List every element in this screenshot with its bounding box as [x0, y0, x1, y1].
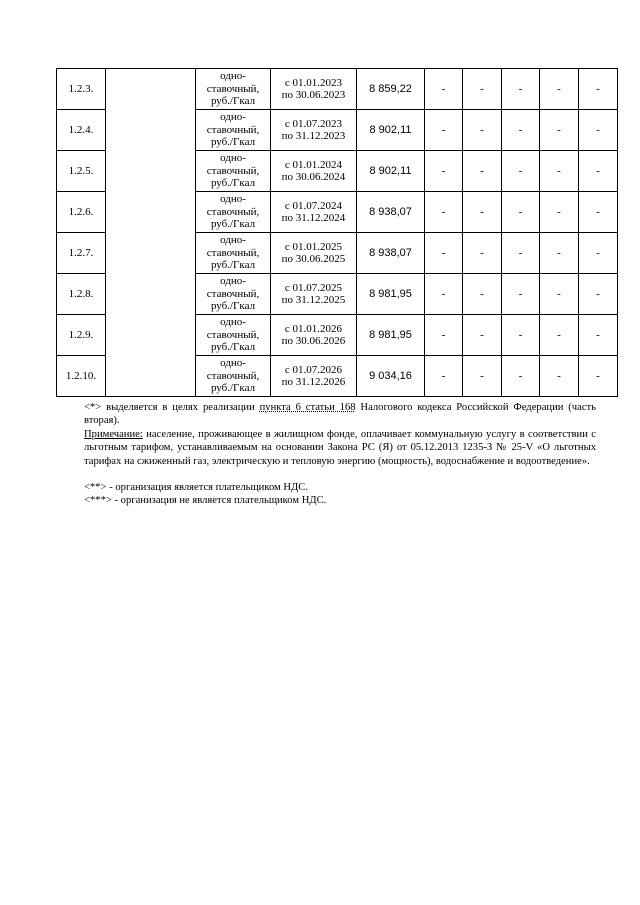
tariff-period-line: по 31.12.2023 [281, 130, 346, 142]
empty-value-cell: - [579, 151, 618, 192]
tariff-unit-line: руб./Гкал [210, 95, 256, 108]
empty-value-cell: - [425, 192, 463, 233]
tariff-value: 8 859,22 [357, 69, 425, 110]
empty-value-cell: - [540, 69, 579, 110]
remark [84, 428, 596, 468]
tariff-period [271, 69, 357, 110]
footnote-text-after: Налогового кодекса Российской Федерации (часть вторая). [84, 402, 596, 427]
tariff-period-line: по 30.06.2025 [281, 253, 346, 265]
tariff-unit-line: ставочный, [206, 205, 260, 218]
tariff-period [271, 233, 357, 274]
tariff-unit-line: руб./Гкал [210, 177, 256, 190]
empty-value-cell: - [463, 233, 502, 274]
footnote-text-before: выделяется в целях реализации [101, 402, 260, 413]
tariff-unit-line: одно- [220, 357, 246, 370]
empty-value-cell: - [502, 274, 540, 315]
tariff-period-line: по 30.06.2026 [281, 335, 346, 347]
tariff-unit-line: ставочный, [206, 328, 260, 341]
tariff-table [56, 68, 618, 397]
tariff-unit-line: одно- [220, 275, 246, 288]
empty-value-cell: - [579, 274, 618, 315]
tariff-unit [196, 151, 271, 192]
empty-value-cell: - [579, 233, 618, 274]
tariff-period [271, 151, 357, 192]
empty-value-cell: - [540, 151, 579, 192]
tariff-period [271, 356, 357, 397]
empty-value-cell: - [502, 192, 540, 233]
empty-value-cell: - [540, 356, 579, 397]
empty-value-cell: - [540, 315, 579, 356]
tariff-value: 8 902,11 [357, 151, 425, 192]
footnote-vat-purpose [84, 401, 596, 428]
row-number: 1.2.8. [57, 274, 106, 315]
empty-value-cell: - [502, 356, 540, 397]
tariff-unit-line: одно- [220, 316, 246, 329]
empty-value-cell: - [425, 110, 463, 151]
tariff-value: 9 034,16 [357, 356, 425, 397]
vat-payer-note: <**> - организация является плательщиком НДС. [84, 482, 308, 494]
tariff-period-line: по 31.12.2024 [281, 212, 346, 224]
tariff-value: 8 981,95 [357, 315, 425, 356]
empty-value-cell: - [425, 356, 463, 397]
tariff-unit-line: ставочный, [206, 246, 260, 259]
notes-block [84, 401, 596, 508]
footnote-mark: <*> [84, 402, 102, 413]
tariff-period [271, 110, 357, 151]
row-number: 1.2.6. [57, 192, 106, 233]
empty-value-cell: - [425, 69, 463, 110]
empty-value-cell: - [425, 151, 463, 192]
empty-value-cell: - [579, 192, 618, 233]
empty-value-cell: - [502, 233, 540, 274]
empty-value-cell: - [540, 192, 579, 233]
empty-value-cell: - [502, 110, 540, 151]
tariff-unit-line: одно- [220, 234, 246, 247]
empty-value-cell: - [579, 69, 618, 110]
empty-value-cell: - [502, 315, 540, 356]
tariff-unit-line: одно- [220, 70, 246, 83]
row-number: 1.2.9. [57, 315, 106, 356]
tariff-period [271, 192, 357, 233]
merged-empty-cell [106, 69, 196, 397]
row-number: 1.2.10. [57, 356, 106, 397]
empty-value-cell: - [463, 110, 502, 151]
vat-nonpayer-note: <***> - организация не является плательщиком НДС. [84, 495, 327, 507]
tariff-unit-line: ставочный, [206, 287, 260, 300]
empty-value-cell: - [579, 356, 618, 397]
tariff-period-line: с 01.01.2023 [284, 76, 343, 89]
tariff-period-line: по 30.06.2023 [281, 89, 346, 101]
empty-value-cell: - [540, 274, 579, 315]
tariff-period-line: с 01.01.2025 [284, 240, 343, 253]
empty-value-cell: - [425, 315, 463, 356]
tariff-period [271, 315, 357, 356]
tariff-unit-line: руб./Гкал [210, 341, 256, 354]
remark-text: население, проживающее в жилищном фонде, оплачивает коммунальную услугу в соответствии с льготным тарифом, устанавливаемым на основании Закона РС (Я) от 05.12.2013 1235-З № 25-V «О льготных тарифах на сжиженный газ, электрическую и тепловую энергию (мощность), водоснабжение и водоотведение». [84, 428, 596, 467]
table-row [57, 69, 618, 110]
empty-value-cell: - [463, 192, 502, 233]
tariff-unit-line: ставочный, [206, 369, 260, 382]
tariff-value: 8 938,07 [357, 192, 425, 233]
tariff-period-line: с 01.07.2026 [284, 363, 343, 376]
empty-value-cell: - [463, 315, 502, 356]
tariff-period [271, 274, 357, 315]
tariff-unit-line: руб./Гкал [210, 300, 256, 313]
empty-value-cell: - [463, 356, 502, 397]
row-number: 1.2.5. [57, 151, 106, 192]
tariff-period-line: с 01.07.2023 [284, 117, 343, 130]
tariff-unit-line: руб./Гкал [210, 136, 256, 149]
tariff-period-line: с 01.07.2024 [284, 199, 343, 212]
tariff-value: 8 981,95 [357, 274, 425, 315]
tariff-period-line: по 31.12.2025 [281, 294, 346, 306]
empty-value-cell: - [463, 274, 502, 315]
tariff-unit-line: ставочный, [206, 123, 260, 136]
tariff-table-body [57, 69, 618, 397]
tariff-unit-line: руб./Гкал [210, 259, 256, 272]
empty-value-cell: - [540, 233, 579, 274]
tariff-period-line: по 30.06.2024 [281, 171, 346, 183]
empty-value-cell: - [463, 69, 502, 110]
tariff-unit-line: ставочный, [206, 164, 260, 177]
tariff-unit-line: одно- [220, 152, 246, 165]
tariff-unit-line: одно- [220, 193, 246, 206]
empty-value-cell: - [425, 274, 463, 315]
empty-value-cell: - [579, 315, 618, 356]
tariff-unit [196, 110, 271, 151]
empty-value-cell: - [463, 151, 502, 192]
tariff-value: 8 938,07 [357, 233, 425, 274]
row-number: 1.2.3. [57, 69, 106, 110]
tariff-value: 8 902,11 [357, 110, 425, 151]
tariff-unit [196, 69, 271, 110]
tariff-unit [196, 274, 271, 315]
tariff-unit [196, 233, 271, 274]
tariff-unit-line: руб./Гкал [210, 218, 256, 231]
tariff-period-line: с 01.07.2025 [284, 281, 343, 294]
empty-value-cell: - [502, 69, 540, 110]
tariff-period-line: по 31.12.2026 [281, 376, 346, 388]
tariff-unit [196, 356, 271, 397]
row-number: 1.2.4. [57, 110, 106, 151]
tariff-unit [196, 315, 271, 356]
tariff-unit [196, 192, 271, 233]
empty-value-cell: - [540, 110, 579, 151]
remark-label: Примечание: [84, 428, 143, 440]
tariff-unit-line: одно- [220, 111, 246, 124]
tax-code-link[interactable]: пункта 6 статьи 168 [259, 402, 356, 413]
tariff-period-line: с 01.01.2026 [284, 322, 343, 335]
tariff-unit-line: руб./Гкал [210, 382, 256, 395]
empty-value-cell: - [502, 151, 540, 192]
empty-value-cell: - [579, 110, 618, 151]
tariff-period-line: с 01.01.2024 [284, 158, 343, 171]
tariff-unit-line: ставочный, [206, 82, 260, 95]
empty-value-cell: - [425, 233, 463, 274]
row-number: 1.2.7. [57, 233, 106, 274]
